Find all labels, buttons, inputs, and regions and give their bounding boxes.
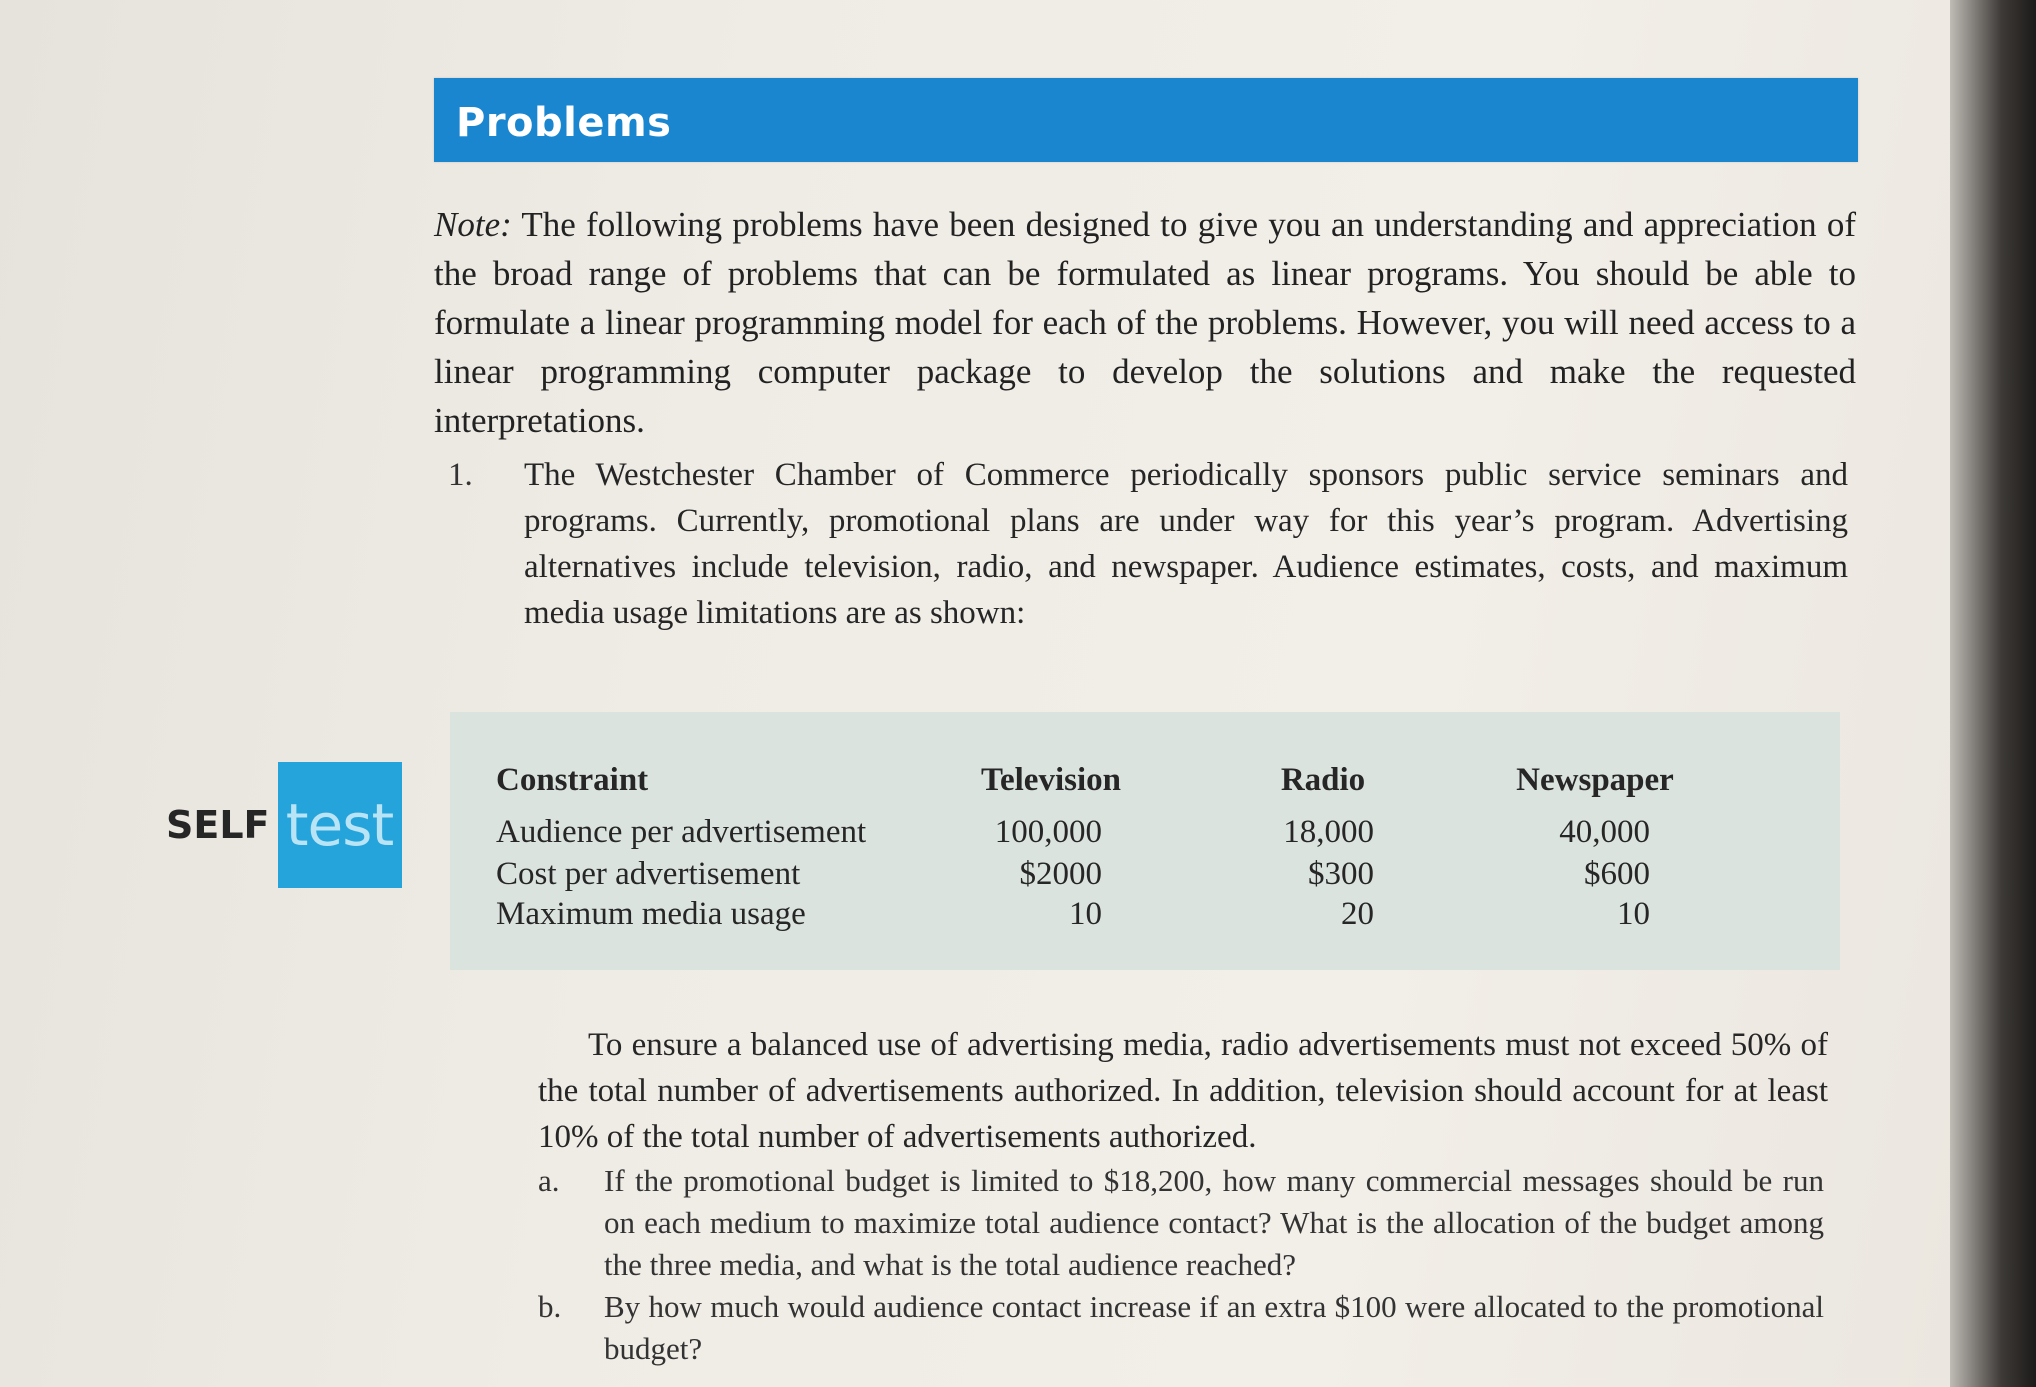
page-edge-shadow — [1950, 0, 2036, 1387]
table-cell: 10 — [1617, 896, 1650, 932]
sub-problem-a-text: If the promotional budget is limited to $18,200, how many commercial messages should be run on each medium to maximize total audience contact? What is the allocation of the budget among the three media, and what is the total audience reached? — [604, 1163, 1824, 1282]
table-cell: $300 — [1308, 856, 1374, 892]
sub-problem-b-text: By how much would audience contact increase if an extra $100 were allocated to the promotional budget? — [604, 1289, 1824, 1366]
table-header-row — [450, 762, 1840, 804]
table-header-radio: Radio — [1280, 762, 1366, 798]
table-cell: Maximum media usage — [496, 896, 806, 932]
self-test-box — [278, 762, 402, 888]
self-test-test-label: test — [285, 791, 394, 859]
note-text: The following problems have been designed to give you an understanding and appreciation of the broad range of problems that can be formulated as linear programs. You should be able to formulate a linear programming model for each of the problems. However, you will need access to a linear programming computer package to develop the solutions and make the requested interpretations. — [434, 205, 1856, 440]
sub-problem-b-label: b. — [538, 1289, 562, 1324]
table-cell: 20 — [1341, 896, 1374, 932]
table-row — [450, 896, 1840, 938]
problems-header-title: Problems — [456, 100, 672, 146]
table-cell: $2000 — [1019, 856, 1102, 892]
table-cell: 40,000 — [1559, 814, 1650, 850]
media-constraint-table — [450, 712, 1840, 970]
table-cell: 18,000 — [1283, 814, 1374, 850]
table-row — [450, 814, 1840, 856]
self-test-self-label: SELF — [166, 803, 270, 847]
problems-header-bar — [434, 78, 1858, 162]
table-cell: Audience per advertisement — [496, 814, 867, 850]
table-row — [450, 856, 1840, 898]
table-header-newspaper: Newspaper — [1516, 762, 1674, 798]
note-label: Note: — [434, 205, 512, 244]
table-cell: 10 — [1069, 896, 1102, 932]
table-header-television: Television — [981, 762, 1121, 798]
continuation-paragraph: To ensure a balanced use of advertising media, radio advertisements must not exceed 50% of the total number of advertisements authorized. In addition, television should account for at least 10% of the total number of advertisements authorized. — [538, 1027, 1828, 1155]
problem-1-text: The Westchester Chamber of Commerce periodically sponsors public service seminars and programs. Currently, promotional plans are under way for this year’s program. Advertising alternatives include television, radio, and newspaper. Audience estimates, costs, and maximum media usage limitations are as shown: — [524, 457, 1848, 631]
table-header-constraint: Constraint — [496, 762, 649, 798]
sub-problem-a-label: a. — [538, 1163, 560, 1198]
problem-1-number: 1. — [448, 457, 473, 493]
table-cell: Cost per advertisement — [496, 856, 801, 892]
table-cell: $600 — [1584, 856, 1650, 892]
note-paragraph — [434, 200, 1856, 445]
self-test-badge — [166, 762, 402, 888]
table-cell: 100,000 — [994, 814, 1102, 850]
